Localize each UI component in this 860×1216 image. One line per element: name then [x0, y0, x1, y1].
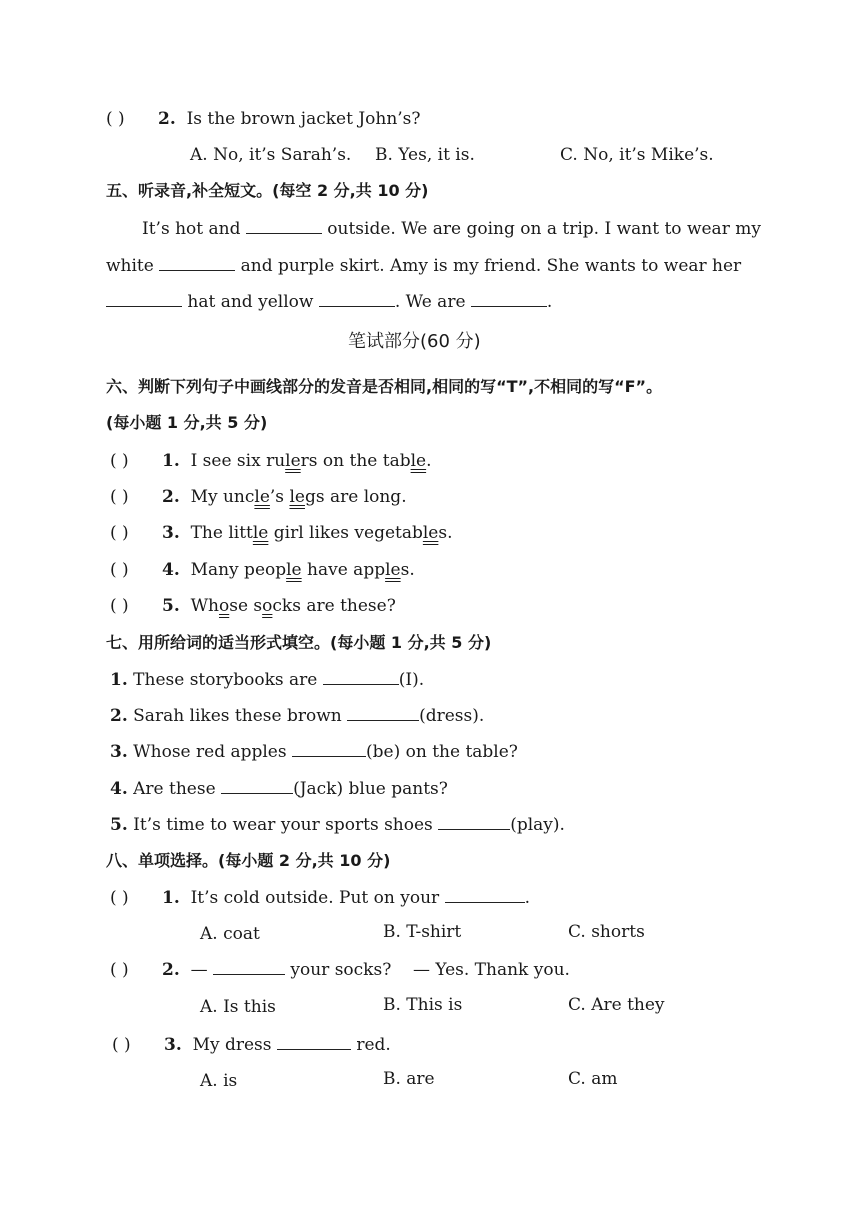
question-number: 2. [162, 960, 180, 980]
s8-q2 [110, 958, 570, 981]
passage-text: outside. We are going on a trip. I want to wear my [327, 219, 761, 239]
s6-item [110, 486, 407, 508]
section-6-heading: 六、判断下列句子中画线部分的发音是否相同,相同的写“T”,不相同的写“F”。 [106, 377, 663, 396]
answer-paren[interactable]: ( ) [110, 960, 129, 980]
answer-blank[interactable] [323, 668, 399, 685]
sentence-text: (play). [510, 815, 565, 835]
sentence-text: (Jack) blue pants? [293, 779, 448, 799]
s6-item [110, 450, 432, 472]
s8-q2-option-c: C. Are they [568, 995, 665, 1015]
s8-q3-option-c: C. am [568, 1069, 618, 1089]
s8-q1-option-a: A. coat [200, 924, 260, 944]
sentence-text: cks are these? [272, 596, 396, 616]
sentence-text: My unc [190, 487, 255, 507]
sentence-text: . [426, 451, 432, 471]
s5-line-1 [142, 217, 761, 240]
section-8-heading: 八、单项选择。(每小题 2 分,共 10 分) [106, 851, 391, 870]
question-text: It’s cold outside. Put on your [190, 888, 440, 908]
s7-item [110, 813, 565, 836]
question-number: 1. [162, 888, 180, 908]
s6-item [110, 595, 396, 617]
s7-item [110, 704, 484, 727]
sentence-text: ’s [269, 487, 290, 507]
question-text: Is the brown jacket John’s? [186, 109, 421, 129]
sentence-text: These storybooks are [133, 670, 318, 690]
passage-text: . We are [394, 292, 466, 312]
question-text: . [524, 888, 530, 908]
sentence-text: (be) on the table? [366, 742, 518, 762]
s6-item [110, 522, 453, 544]
passage-text: It’s hot and [142, 219, 241, 239]
sentence-text: rs on the tab [300, 451, 411, 471]
s4-q2-option-b: B. Yes, it is. [375, 145, 475, 165]
s4-q2 [106, 108, 421, 130]
s8-q1-option-b: B. T-shirt [383, 922, 462, 942]
sentence-text: s. [400, 560, 415, 580]
section-7-heading: 七、用所给词的适当形式填空。(每小题 1 分,共 5 分) [106, 633, 492, 652]
answer-paren[interactable]: ( ) [112, 1035, 131, 1055]
s8-q3-option-a: A. is [200, 1071, 238, 1091]
question-number: 3. [164, 1035, 182, 1055]
s4-q2-option-a: A. No, it’s Sarah’s. [190, 145, 352, 165]
underlined-letters: le [254, 487, 270, 507]
sentence-text: se s [229, 596, 263, 616]
question-number: 1. [162, 451, 180, 471]
s8-q2-option-a: A. Is this [200, 997, 276, 1017]
answer-paren[interactable]: ( ) [106, 109, 125, 129]
question-number: 3. [162, 523, 180, 543]
question-number: 1. [110, 670, 128, 690]
underlined-letters: le [252, 523, 269, 543]
s8-q3-option-b: B. are [383, 1069, 435, 1089]
underlined-letters: le [286, 560, 302, 580]
sentence-text: have app [301, 560, 386, 580]
s4-q2-option-c: C. No, it’s Mike’s. [560, 145, 714, 165]
question-number: 3. [110, 742, 128, 762]
answer-paren[interactable]: ( ) [110, 487, 129, 507]
question-number: 2. [110, 706, 128, 726]
answer-blank[interactable] [277, 1033, 351, 1050]
sentence-text: gs are long. [304, 487, 407, 507]
question-text: — [190, 960, 208, 980]
section-5-heading: 五、听录音,补全短文。(每空 2 分,共 10 分) [106, 181, 429, 200]
sentence-text: (dress). [419, 706, 485, 726]
sentence-text: I see six ru [190, 451, 286, 471]
s5-line-2 [106, 254, 741, 277]
sentence-text: Sarah likes these brown [133, 706, 342, 726]
answer-blank[interactable] [438, 813, 510, 830]
s7-item [110, 740, 518, 763]
answer-blank[interactable] [347, 704, 419, 721]
s8-q3 [112, 1033, 391, 1056]
answer-blank[interactable] [213, 958, 285, 975]
s6-item [110, 559, 415, 581]
s8-q2-option-b: B. This is [383, 995, 463, 1015]
question-text: — Yes. Thank you. [412, 960, 570, 980]
underlined-letters: o [218, 596, 230, 616]
sentence-text: It’s time to wear your sports shoes [133, 815, 433, 835]
sentence-text: girl likes vegetab [268, 523, 423, 543]
sentence-text: Whose red apples [133, 742, 287, 762]
s7-item [110, 777, 448, 800]
underlined-letters: le [385, 560, 401, 580]
answer-blank[interactable] [445, 886, 525, 903]
sentence-text: s. [438, 523, 453, 543]
sentence-text: Wh [190, 596, 219, 616]
question-number: 4. [162, 560, 180, 580]
sentence-text: The litt [190, 523, 253, 543]
question-number: 2. [162, 487, 180, 507]
question-number: 5. [110, 815, 128, 835]
answer-paren[interactable]: ( ) [110, 451, 129, 471]
question-number: 5. [162, 596, 180, 616]
question-text: red. [356, 1035, 391, 1055]
section-6-subheading: (每小题 1 分,共 5 分) [106, 413, 268, 432]
answer-blank[interactable] [106, 290, 182, 307]
s7-item [110, 668, 424, 691]
underlined-letters: le [285, 451, 301, 471]
sentence-text: Many peop [190, 560, 287, 580]
underlined-letters: le [422, 523, 439, 543]
passage-text: white [106, 256, 154, 276]
s8-q1 [110, 886, 530, 909]
s5-line-3 [106, 290, 552, 313]
answer-paren[interactable]: ( ) [110, 596, 129, 616]
underlined-letters: o [262, 596, 273, 616]
answer-blank[interactable] [471, 290, 547, 307]
passage-text: . [546, 292, 553, 312]
answer-blank[interactable] [159, 254, 235, 271]
answer-blank[interactable] [292, 740, 366, 757]
answer-blank[interactable] [221, 777, 293, 794]
answer-blank[interactable] [319, 290, 395, 307]
question-text: My dress [192, 1035, 272, 1055]
written-part-title: 笔试部分(60 分) [348, 331, 481, 352]
underlined-letters: le [289, 487, 305, 507]
answer-blank[interactable] [246, 217, 322, 234]
s8-q1-option-c: C. shorts [568, 922, 645, 942]
passage-text: hat and yellow [187, 292, 314, 312]
answer-paren[interactable]: ( ) [110, 888, 129, 908]
passage-text: and purple skirt. Amy is my friend. She wants to wear her [240, 256, 742, 276]
answer-paren[interactable]: ( ) [110, 560, 129, 580]
sentence-text: (I). [398, 670, 425, 690]
sentence-text: Are these [133, 779, 216, 799]
question-number: 2. [158, 109, 176, 129]
question-text: your socks? [290, 960, 392, 980]
question-number: 4. [110, 779, 128, 799]
answer-paren[interactable]: ( ) [110, 523, 129, 543]
underlined-letters: le [410, 451, 427, 471]
